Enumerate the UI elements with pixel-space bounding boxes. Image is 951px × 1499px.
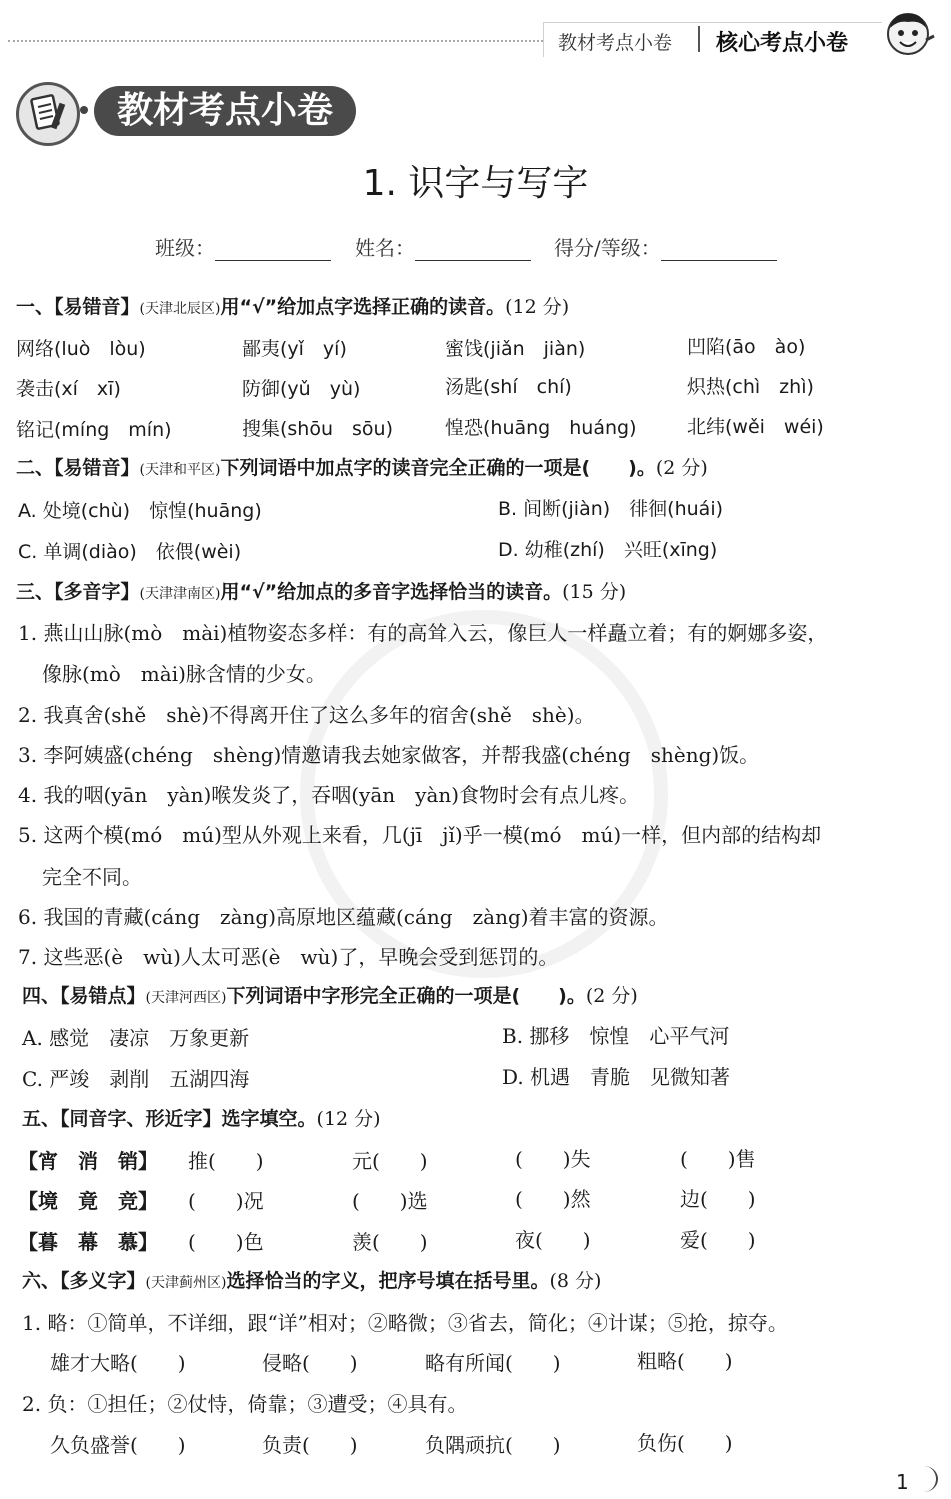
section-badge: 教材考点小卷 [94, 86, 356, 136]
s3-question-cont[interactable]: 完全不同。 [42, 865, 142, 889]
s5-blank[interactable]: 夜( ) [515, 1228, 591, 1252]
s2-option-b[interactable]: B. 间断(jiàn) 徘徊(huái) [498, 498, 724, 520]
header-separator [698, 26, 700, 52]
s5-blank[interactable]: 边( ) [680, 1187, 756, 1211]
cartoon-boy-icon [880, 6, 936, 58]
page-number-arc [910, 1466, 938, 1492]
s4-option-c[interactable]: C. 严竣 剥削 五湖四海 [22, 1067, 250, 1091]
section-5-heading: 五、【同音字、形近字】选字填空。(12 分) [22, 1108, 381, 1130]
s1-item[interactable]: 蜜饯(jiǎn jiàn) [445, 338, 586, 360]
s3-question[interactable]: 6. 我国的青藏(cáng zàng)高原地区蕴藏(cáng zàng)着丰富的资源。 [18, 905, 669, 929]
s6-q1-item[interactable]: 侵略( ) [262, 1351, 358, 1375]
s1-item[interactable]: 搜集(shōu sōu) [242, 418, 393, 440]
s6-q1-prompt: 1. 略：①简单，不详细，跟“详”相对；②略微；③省去，简化；④计谋；⑤抢，掠夺。 [22, 1311, 788, 1335]
s6-q1-item[interactable]: 雄才大略( ) [50, 1351, 186, 1375]
s3-question[interactable]: 5. 这两个模(mó mú)型从外观上来看，几(jī jǐ)乎一模(mó mú)一样，但内部的结构却 [18, 823, 822, 847]
s6-q1-item[interactable]: 粗略( ) [637, 1349, 733, 1373]
s6-q1-item[interactable]: 略有所闻( ) [425, 1351, 561, 1375]
class-label: 班级： [155, 236, 215, 260]
s6-q2-item[interactable]: 负责( ) [262, 1433, 358, 1457]
section-2-heading: 二、【易错音】(天津和平区)下列词语中加点字的读音完全正确的一项是( )。(2 分) [16, 457, 708, 479]
s5-char-group: 【暮 幕 慕】 [18, 1230, 158, 1254]
s3-question-cont[interactable]: 像脉(mò mài)脉含情的少女。 [42, 662, 326, 686]
s5-blank[interactable]: 元( ) [352, 1149, 428, 1173]
score-label: 得分/等级： [554, 236, 661, 260]
s1-item[interactable]: 汤匙(shí chí) [445, 376, 572, 398]
s5-blank[interactable]: 爱( ) [680, 1228, 756, 1252]
s6-q2-prompt: 2. 负：①担任；②仗恃，倚靠；③遭受；④具有。 [22, 1392, 468, 1416]
s3-question[interactable]: 3. 李阿姨盛(chéng shèng)情邀请我去她家做客，并帮我盛(chéng shèng)饭。 [18, 743, 760, 767]
s1-item[interactable]: 炽热(chì zhì) [687, 376, 814, 398]
s2-option-a[interactable]: A. 处境(chù) 惊惶(huāng) [18, 500, 262, 522]
name-field[interactable] [355, 232, 531, 261]
s1-item[interactable]: 网络(luò lòu) [16, 338, 146, 360]
s5-blank[interactable]: 羡( ) [352, 1230, 428, 1254]
s6-q2-item[interactable]: 负伤( ) [637, 1431, 733, 1455]
page-title: 1. 识字与写字 [362, 163, 589, 204]
s1-item[interactable]: 袭击(xí xī) [16, 378, 121, 400]
s2-option-d[interactable]: D. 幼稚(zhí) 兴旺(xīng) [498, 539, 718, 561]
header-right-label: 核心考点小卷 [716, 30, 849, 56]
class-blank[interactable] [215, 240, 331, 261]
s1-item[interactable]: 铭记(míng mín) [16, 419, 172, 441]
s4-option-b[interactable]: B. 挪移 惊惶 心平气河 [502, 1024, 730, 1048]
s4-option-d[interactable]: D. 机遇 青脆 见微知著 [502, 1065, 731, 1089]
section-3-heading: 三、【多音字】(天津津南区)用“√”给加点的多音字选择恰当的读音。(15 分) [16, 581, 627, 603]
s5-blank[interactable]: ( )然 [515, 1187, 591, 1211]
s6-q2-item[interactable]: 久负盛誉( ) [50, 1433, 186, 1457]
s1-item[interactable]: 北纬(wěi wéi) [687, 416, 824, 438]
section-6-heading: 六、【多义字】(天津蓟州区)选择恰当的字义，把序号填在括号里。(8 分) [22, 1270, 602, 1292]
s5-blank[interactable]: ( )失 [515, 1147, 591, 1171]
s5-blank[interactable]: ( )选 [352, 1189, 428, 1213]
section-4-heading: 四、【易错点】(天津河西区)下列词语中字形完全正确的一项是( )。(2 分) [22, 985, 638, 1007]
s3-question[interactable]: 1. 燕山山脉(mò mài)植物姿态多样：有的高耸入云，像巨人一样矗立着；有的婀娜多姿， [18, 621, 828, 645]
section-1-heading: 一、【易错音】(天津北辰区)用“√”给加点字选择正确的读音。(12 分) [16, 296, 570, 318]
s5-blank[interactable]: ( )售 [680, 1147, 756, 1171]
s3-question[interactable]: 4. 我的咽(yān yàn)喉发炎了，吞咽(yān yàn)食物时会有点儿疼。 [18, 783, 640, 807]
s1-item[interactable]: 防御(yǔ yù) [242, 378, 361, 400]
page-number: 1 [896, 1470, 909, 1494]
s5-blank[interactable]: 推( ) [188, 1149, 264, 1173]
s1-item[interactable]: 惶恐(huāng huáng) [445, 417, 637, 439]
s1-item[interactable]: 凹陷(āo ào) [687, 336, 806, 358]
s2-option-c[interactable]: C. 单调(diào) 依偎(wèi) [18, 541, 242, 563]
notebook-icon [16, 82, 80, 146]
s1-item[interactable]: 鄙夷(yǐ yí) [242, 338, 347, 360]
badge-connector-dot [80, 106, 88, 114]
s3-question[interactable]: 2. 我真舍(shě shè)不得离开住了这么多年的宿舍(shě shè)。 [18, 703, 595, 727]
s5-blank[interactable]: ( )况 [188, 1189, 264, 1213]
name-blank[interactable] [415, 240, 531, 261]
name-label: 姓名： [355, 236, 415, 260]
s6-q2-item[interactable]: 负隅顽抗( ) [425, 1433, 561, 1457]
s5-char-group: 【境 竟 竞】 [18, 1189, 158, 1213]
s5-blank[interactable]: ( )色 [188, 1230, 264, 1254]
score-field[interactable] [554, 232, 777, 261]
s5-char-group: 【宵 消 销】 [18, 1149, 158, 1173]
class-field[interactable] [155, 232, 331, 261]
header-dotted-line [8, 40, 543, 42]
s4-option-a[interactable]: A. 感觉 凄凉 万象更新 [22, 1026, 250, 1050]
s3-question[interactable]: 7. 这些恶(è wù)人太可恶(è wù)了，早晚会受到惩罚的。 [18, 945, 559, 969]
score-blank[interactable] [661, 240, 777, 261]
header-left-label: 教材考点小卷 [558, 32, 673, 54]
